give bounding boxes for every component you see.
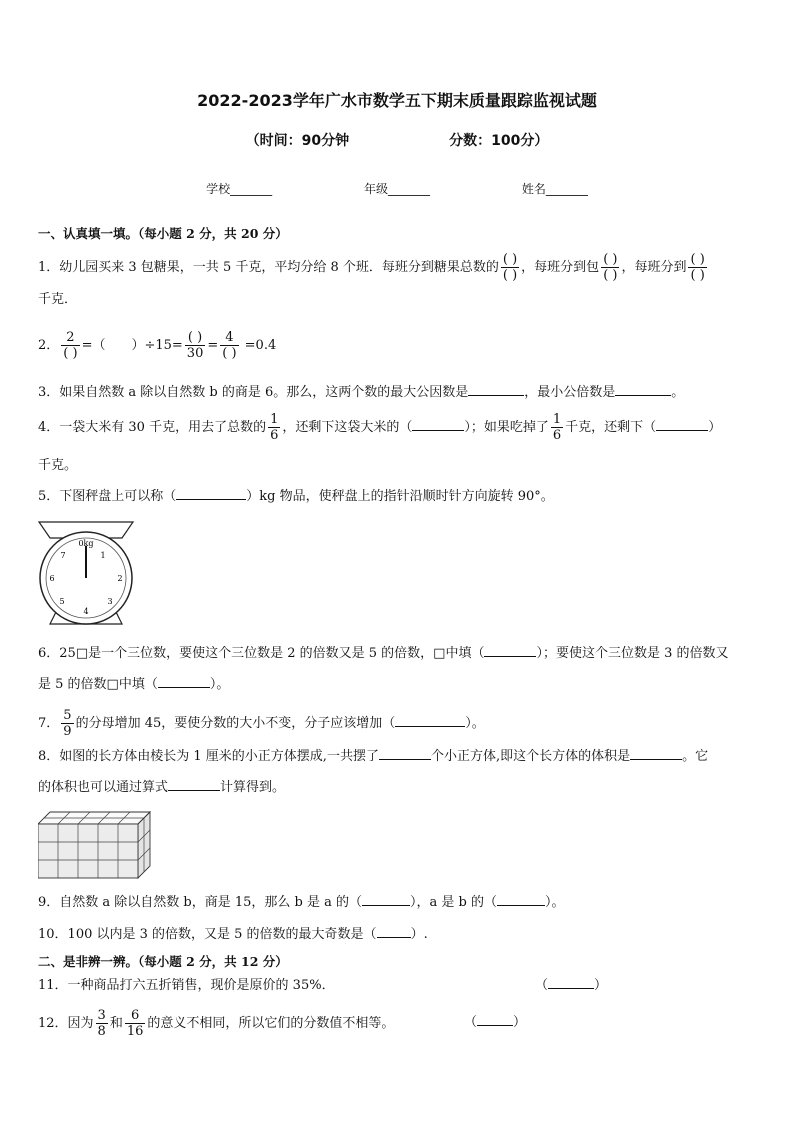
question-9: 9．自然数 a 除以自然数 b，商是 15，那么 b 是 a 的（ ），a 是 b 的（ ）。 <box>38 892 758 914</box>
answer-blank[interactable] <box>379 746 431 760</box>
question-4-cont: 千克。 <box>38 458 78 473</box>
question-8-cont: 的体积也可以通过算式 计算得到。 <box>38 777 758 799</box>
question-5: 5．下图秤盘上可以称（ ）kg 物品，使秤盘上的指针沿顺时针方向旋转 90°。 <box>38 486 758 508</box>
svg-text:4: 4 <box>83 607 89 616</box>
answer-blank[interactable] <box>615 382 671 396</box>
section-1-heading: 一、认真填一填。（每小题 2 分，共 20 分） <box>38 226 288 241</box>
section-2-heading: 二、是非辨一辨。（每小题 2 分，共 12 分） <box>38 954 288 969</box>
answer-blank[interactable] <box>484 643 536 657</box>
question-11: 11．一种商品打六五折销售，现价是原价的 35%． <box>38 978 335 993</box>
answer-blank[interactable] <box>168 777 220 791</box>
name-field[interactable]: 姓名_______ <box>521 182 588 196</box>
question-2: 2． $\frac{2}{( )}$ =（ ）÷15= $\frac{( )}{30}$ = $\frac{4}{( )}$ =0.4 <box>38 330 277 361</box>
question-12: 12．因为 $\frac{3}{8}$ 和 $\frac{6}{16}$ 的意义不相同，所以它们的分数值不相等。 <box>38 1008 395 1039</box>
question-7: 7． $\frac{5}{9}$ 的分母增加 45，要使分数的大小不变，分子应该增加（ ）。 <box>38 708 485 739</box>
answer-blank[interactable] <box>468 382 524 396</box>
answer-blank[interactable] <box>497 892 545 906</box>
question-10: 10．100 以内是 3 的倍数，又是 5 的倍数的最大奇数是（ ）. <box>38 924 758 946</box>
question-1-cont: 千克． <box>38 292 78 307</box>
fraction: $\frac{6}{16}$ <box>126 1008 144 1039</box>
cuboid-figure <box>38 810 152 880</box>
fraction-blank[interactable]: $\frac{( )}{( )}$ <box>690 252 705 283</box>
answer-blank[interactable] <box>362 892 410 906</box>
page-title: 2022-2023学年广水市数学五下期末质量跟踪监视试题 <box>197 91 597 110</box>
svg-text:2: 2 <box>117 574 123 583</box>
question-1: 1．幼儿园买来 3 包糖果，一共 5 千克，平均分给 8 个班．每班分到糖果总数的 $\frac{( )}{( )}$ ，每班分到包 $\frac{( )}{( )}$ ，每班分到 $\frac{( )}{( )}$ <box>38 252 705 283</box>
svg-text:7: 7 <box>60 551 66 560</box>
fraction: $\frac{1}{6}$ <box>552 412 562 443</box>
fraction: $\frac{3}{8}$ <box>97 1008 106 1039</box>
svg-text:1: 1 <box>100 551 106 560</box>
student-info <box>0 180 794 197</box>
fraction: $\frac{( )}{30}$ <box>186 330 204 361</box>
dial-label: 0kg <box>78 539 94 548</box>
exam-time: （时间：90分钟 <box>245 133 350 149</box>
grade-field[interactable]: 年级_______ <box>363 182 430 196</box>
svg-text:3: 3 <box>107 597 113 606</box>
answer-blank[interactable] <box>630 746 682 760</box>
fraction: $\frac{2}{( )}$ <box>63 330 78 361</box>
svg-text:5: 5 <box>59 597 65 606</box>
answer-blank[interactable] <box>656 417 708 431</box>
fraction: $\frac{4}{( )}$ <box>222 330 237 361</box>
question-3: 3．如果自然数 a 除以自然数 b 的商是 6。那么，这两个数的最大公因数是 ，最小公倍数是 。 <box>38 382 758 404</box>
answer-blank[interactable] <box>158 674 210 688</box>
scale-dial-figure <box>36 518 136 632</box>
judge-blank-11[interactable]: （ ） <box>535 975 607 997</box>
answer-blank[interactable] <box>176 486 246 500</box>
question-4: 4．一袋大米有 30 千克，用去了总数的 $\frac{1}{6}$ ，还剩下这袋大米的（ ）；如果吃掉了 $\frac{1}{6}$ 千克，还剩下（ ） <box>38 412 722 443</box>
question-6: 6．25□是一个三位数，要使这个三位数是 2 的倍数又是 5 的倍数，□中填（ ）；要使这个三位数是 3 的倍数又 <box>38 643 758 665</box>
judge-blank-12[interactable]: （ ） <box>464 1012 526 1034</box>
answer-blank[interactable] <box>377 924 411 938</box>
exam-score: 分数：100分） <box>449 133 549 149</box>
fraction-blank[interactable]: $\frac{( )}{( )}$ <box>502 252 518 283</box>
exam-meta <box>0 130 794 150</box>
school-field[interactable]: 学校_______ <box>206 182 273 196</box>
fraction: $\frac{5}{9}$ <box>63 708 72 739</box>
question-6-cont: 是 5 的倍数□中填（ ）。 <box>38 674 758 696</box>
answer-blank[interactable] <box>412 417 464 431</box>
fraction-blank[interactable]: $\frac{( )}{( )}$ <box>603 252 618 283</box>
fraction: $\frac{1}{6}$ <box>270 412 279 443</box>
question-8: 8．如图的长方体由棱长为 1 厘米的小正方体摆成,一共摆了 个小正方体,即这个长方体的体积是 。它 <box>38 746 758 768</box>
svg-text:6: 6 <box>49 574 55 583</box>
answer-blank[interactable] <box>395 713 465 727</box>
